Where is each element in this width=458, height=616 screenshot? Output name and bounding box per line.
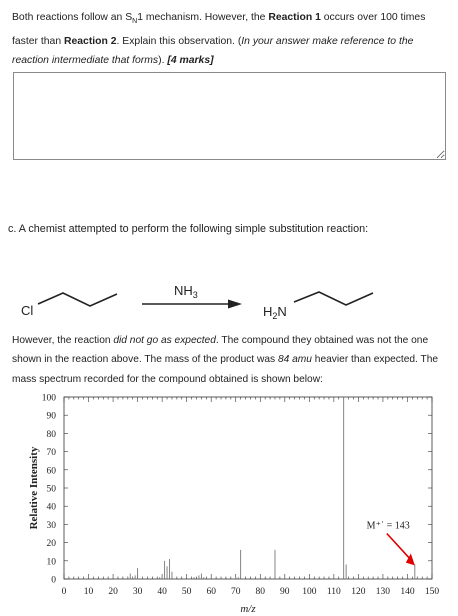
x-tick-label: 40: [157, 587, 167, 597]
reaction-2-label: Reaction 2: [63, 35, 117, 47]
reaction-arrow-head: [228, 300, 242, 309]
x-axis-label: m/z: [240, 603, 256, 615]
reagent-label: $NH_3$: [174, 283, 198, 300]
x-tick-label: 120: [351, 587, 366, 597]
reactant-cl-label: Cl: [21, 303, 34, 318]
y-tick-label: 70: [46, 448, 56, 459]
product-amine-label: $H_2N$: [263, 304, 287, 321]
x-tick-label: 60: [206, 587, 216, 597]
reactant-skeleton: [38, 293, 117, 306]
x-tick-label: 30: [132, 587, 143, 597]
y-tick-label: 50: [46, 484, 56, 495]
x-tick-label: 130: [375, 587, 391, 597]
y-tick-label: 30: [46, 520, 56, 531]
x-tick-label: 110: [326, 587, 341, 597]
molecular-ion-annotation: M⁺˙ = 143: [366, 520, 410, 532]
description-text: However, the reaction did not go as expected. The compound they obtained was not the one shown in the reaction above. The mass of the product was 84 amu heavier than expected. The mass spectrum recorded for the compound obtained is shown below:: [12, 335, 439, 385]
y-tick-label: 90: [46, 411, 56, 422]
reaction-1-label: Reaction 1: [268, 12, 321, 23]
x-tick-label: 90: [280, 587, 290, 597]
x-tick-label: 50: [181, 587, 192, 597]
x-tick-label: 20: [108, 587, 118, 597]
marks-label: [4 marks]: [167, 55, 214, 67]
x-tick-label: 80: [255, 587, 266, 597]
y-tick-label: 20: [46, 539, 56, 550]
y-axis-label: Relative Intensity: [28, 446, 40, 530]
annotation-arrow-line: [387, 534, 412, 561]
y-tick-label: 60: [46, 466, 56, 477]
x-tick-label: 0: [61, 587, 67, 597]
x-tick-label: 150: [424, 587, 440, 597]
part-c-heading: c. A chemist attempted to perform the following simple substitution reaction:: [8, 223, 369, 235]
y-tick-label: 10: [46, 557, 56, 568]
x-tick-label: 140: [400, 587, 415, 597]
reaction-scheme: [0, 270, 458, 326]
plot-frame: [64, 397, 432, 579]
product-skeleton: [294, 292, 373, 305]
y-tick-label: 40: [46, 502, 56, 513]
x-tick-label: 100: [302, 587, 317, 597]
x-tick-label: 10: [83, 587, 94, 597]
y-tick-label: 100: [41, 393, 56, 404]
answer-textarea[interactable]: [13, 72, 446, 160]
y-tick-label: 0: [51, 575, 56, 586]
mass-spectrum-chart: [0, 388, 458, 616]
x-tick-label: 70: [230, 587, 241, 597]
question-text: Both reactions follow an $S_N1$ mechanism. However, the Reaction 1 occurs over 100 times faster than Reaction 2. Explain this observation. (In your answer make reference to the reaction intermediate that forms). [4 marks]: [12, 12, 426, 67]
y-tick-label: 80: [46, 429, 56, 440]
